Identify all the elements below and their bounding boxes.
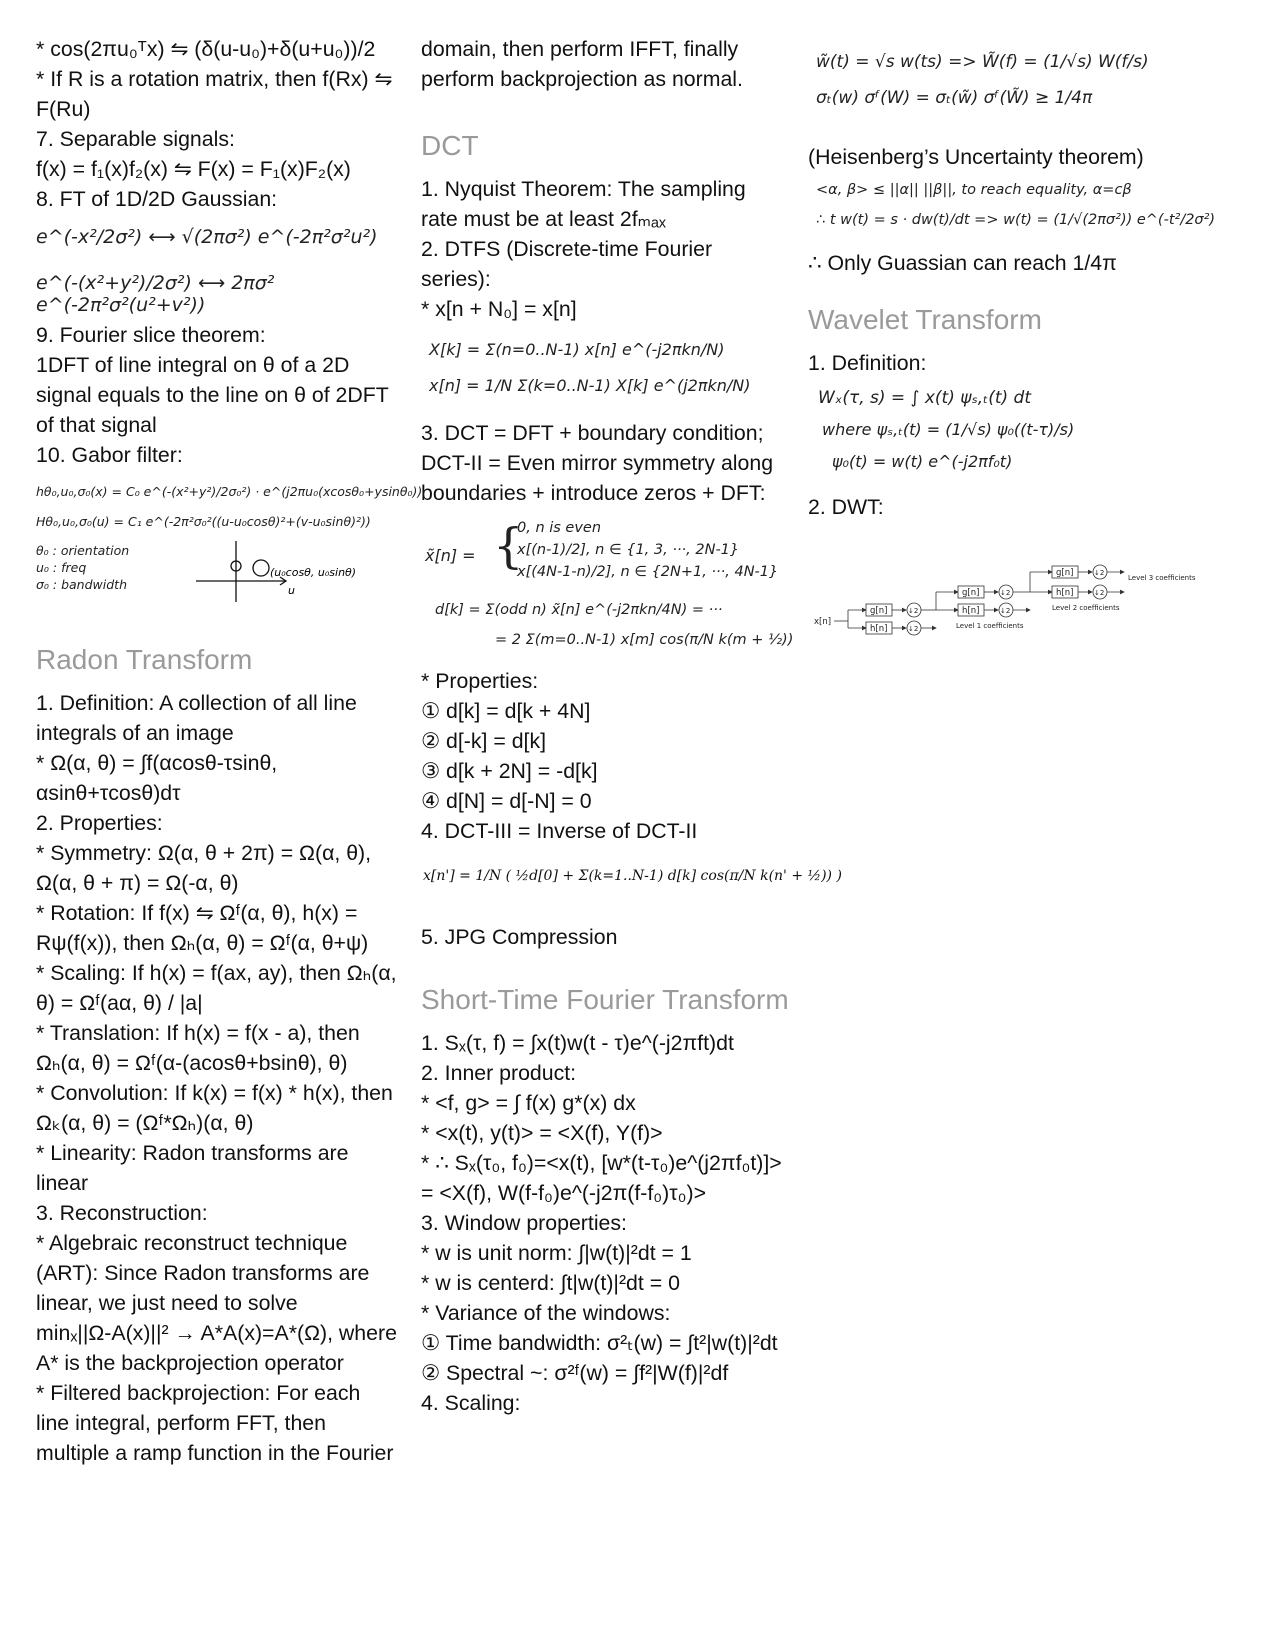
text-line: minₓ||Ω-A(x)||² → A*A(x)=A*(Ω), where — [36, 1321, 397, 1345]
column-middle — [421, 34, 842, 1418]
gaussian-ft-formulas — [36, 218, 416, 314]
text-line: Ω(α, θ + π) = Ω(-α, θ) — [36, 871, 239, 895]
text-line: 1DFT of line integral on θ of a 2D — [36, 353, 350, 377]
text-line: * <x(t), y(t)> = <X(f), Y(f)> — [421, 1121, 663, 1145]
dwt-h-label: h[n] — [1056, 588, 1074, 598]
text-line: ② Spectral ~: σ²ᶠ(w) = ∫f²|W(f)|²df — [421, 1361, 729, 1385]
text-line: ① Time bandwidth: σ²ₜ(w) = ∫t²|w(t)|²dt — [421, 1331, 778, 1355]
text-line: A* is the backprojection operator — [36, 1351, 344, 1375]
dwt-g-label: g[n] — [870, 606, 888, 616]
dct-sum-formula: d[k] = Σ(odd n) x̃[n] e^(-j2πkn/4N) = ··· — [435, 602, 723, 618]
text-line: linear — [36, 1171, 89, 1195]
text-line: * ∴ Sₓ(τ₀, f₀)=<x(t), [w*(t-τ₀)e^(j2πf₀t)]> — [421, 1151, 782, 1175]
dct-derivation — [421, 512, 796, 660]
dwt-down-label: ↓2 — [908, 607, 919, 615]
text-line: 2. DWT: — [808, 495, 884, 519]
text-line: DCT-II = Even mirror symmetry along — [421, 451, 774, 475]
dwt-down-label: ↓2 — [1094, 589, 1105, 597]
radon-heading: Radon Transform — [36, 644, 253, 675]
dwt-level1-label: Level 1 coefficients — [956, 622, 1024, 630]
dct-cos-formula: = 2 Σ(m=0..N-1) x[m] cos(π/N k(m + ½)) — [495, 632, 794, 648]
dtfs-forward-formula: X[k] = Σ(n=0..N-1) x[n] e^(-j2πkn/N) — [429, 340, 725, 359]
xtilde-label: x̃[n] = — [425, 546, 476, 565]
text-line: F(Ru) — [36, 97, 91, 121]
text-line: * <f, g> = ∫ f(x) g*(x) dx — [421, 1091, 636, 1115]
text-line: 5. JPG Compression — [421, 925, 618, 949]
text-line: multiple a ramp function in the Fourier — [36, 1441, 394, 1465]
text-line: domain, then perform IFFT, finally — [421, 37, 739, 61]
gaussian-solution-formula: ∴ t w(t) = s · dw(t)/dt => w(t) = (1/√(2πσ²)) e^(-t²/2σ²) — [816, 212, 1216, 228]
text-line: 9. Fourier slice theorem: — [36, 323, 266, 347]
text-line: (ART): Since Radon transforms are — [36, 1261, 370, 1285]
text-line: * w is unit norm: ∫|w(t)|²dt = 1 — [421, 1241, 692, 1265]
wavelet-heading: Wavelet Transform — [808, 304, 1042, 335]
dwt-down-label: ↓2 — [1000, 589, 1011, 597]
gabor-note: θ₀ : orientation — [36, 543, 130, 558]
text-line: ∴ Only Guassian can reach 1/4π — [808, 251, 1117, 275]
dwt-filter-bank-diagram — [808, 528, 1196, 646]
gaussian-1d-formula: e^(-x²/2σ²) ⟷ √(2πσ²) e^(-2π²σ²u²) — [36, 226, 378, 248]
dwt-g-label: g[n] — [962, 588, 980, 598]
text-line: 2. DTFS (Discrete-time Fourier — [421, 237, 713, 261]
text-line: * Algebraic reconstruct technique — [36, 1231, 348, 1255]
dwt-level3-label: Level 3 coefficients — [1128, 574, 1196, 582]
text-line: * Linearity: Radon transforms are — [36, 1141, 349, 1165]
text-line: * If R is a rotation matrix, then f(Rx) ⇋ — [36, 67, 393, 91]
cases-brace: { — [493, 518, 524, 574]
dwt-h-label: h[n] — [870, 624, 888, 634]
wavelet-basis-formula: where ψₛ,ₜ(t) = (1/√s) ψ₀((t-τ)/s) — [822, 420, 1075, 439]
mother-wavelet-formula: ψ₀(t) = w(t) e^(-j2πf₀t) — [832, 452, 1013, 471]
text-line: * Rotation: If f(x) ⇋ Ωᶠ(α, θ), h(x) = — [36, 901, 358, 925]
idct-formula: x[n'] = 1/N ( ½d[0] + Σ(k=1..N-1) d[k] cos(π/N k(n' + ½)) ) — [423, 868, 842, 884]
text-line: 7. Separable signals: — [36, 127, 235, 151]
dwt-down-label: ↓2 — [1000, 607, 1011, 615]
text-line: ② d[-k] = d[k] — [421, 729, 547, 753]
text-line: 1. Sₓ(τ, f) = ∫x(t)w(t - τ)e^(-j2πft)dt — [421, 1031, 734, 1055]
gabor-point-label: (u₀cosθ, u₀sinθ) — [270, 566, 357, 579]
scaling-formulas — [808, 38, 1248, 122]
gabor-filter-formulas — [36, 474, 423, 614]
text-line: rate must be at least 2fₘₐₓ — [421, 207, 666, 231]
stft-heading: Short-Time Fourier Transform — [421, 984, 789, 1015]
text-line: * Variance of the windows: — [421, 1301, 671, 1325]
dct-heading: DCT — [421, 130, 479, 161]
dwt-level2-label: Level 2 coefficients — [1052, 604, 1120, 612]
gabor-note: σ₀ : bandwidth — [36, 577, 127, 592]
text-line: series): — [421, 267, 491, 291]
cauchy-schwarz-formula: <α, β> ≤ ||α|| ||β||, to reach equality, α=cβ — [816, 182, 1132, 198]
text-line: ④ d[N] = d[-N] = 0 — [421, 789, 592, 813]
text-line: 3. Reconstruction: — [36, 1201, 208, 1225]
text-line: * cos(2πu₀ᵀx) ⇋ (δ(u-u₀)+δ(u+u₀))/2 — [36, 37, 376, 61]
text-line: 8. FT of 1D/2D Gaussian: — [36, 187, 278, 211]
text-line: Ωₕ(α, θ) = Ωᶠ(α-(acosθ+bsinθ), θ) — [36, 1051, 348, 1075]
dwt-h-label: h[n] — [962, 606, 980, 616]
text-line: boundaries + introduce zeros + DFT: — [421, 481, 766, 505]
scaling-formula: w̃(t) = √s w(ts) => W̃(f) = (1/√s) W(f/s) — [816, 52, 1149, 72]
dtfs-formulas — [421, 328, 796, 412]
dwt-down-label: ↓2 — [908, 625, 919, 633]
text-line: * Ω(α, θ) = ∫f(αcosθ-τsinθ, — [36, 751, 278, 775]
dwt-down-label: ↓2 — [1094, 569, 1105, 577]
wavelet-definition-formulas — [808, 382, 1248, 482]
dwt-input-label: x[n] — [814, 617, 832, 627]
text-line: 3. DCT = DFT + boundary condition; — [421, 421, 764, 445]
text-line: * Convolution: If k(x) = f(x) * h(x), then — [36, 1081, 393, 1105]
gabor-note: u₀ : freq — [36, 560, 87, 575]
gabor-spatial-formula: hθ₀,u₀,σ₀(x) = C₀ e^(-(x²+y²)/2σ₀²) · e^(j2πu₀(xcosθ₀+ysinθ₀)) — [36, 484, 423, 499]
text-line: linear, we just need to solve — [36, 1291, 298, 1315]
text-line: perform backprojection as normal. — [421, 67, 743, 91]
uncertainty-formula: σₜ(w) σᶠ(W) = σₜ(w̃) σᶠ(W̃) ≥ 1/4π — [816, 88, 1093, 108]
text-line: 2. Properties: — [36, 811, 163, 835]
text-line: = <X(f), W(f-f₀)e^(-j2π(f-f₀)τ₀)> — [421, 1181, 707, 1205]
dtfs-inverse-formula: x[n] = 1/N Σ(k=0..N-1) X[k] e^(j2πkn/N) — [429, 376, 751, 395]
xtilde-case: x[(4N-1-n)/2], n ∈ {2N+1, ···, 4N-1} — [517, 564, 779, 580]
gabor-frequency-formula: Hθ₀,u₀,σ₀(u) = C₁ e^(-2π²σ₀²((u-u₀cosθ)²+(v-u₀sinθ)²)) — [36, 514, 371, 529]
text-line: * Filtered backprojection: For each — [36, 1381, 361, 1405]
text-line: 1. Definition: A collection of all line — [36, 691, 357, 715]
text-line: of that signal — [36, 413, 157, 437]
text-line: 1. Nyquist Theorem: The sampling — [421, 177, 746, 201]
radon-section — [36, 688, 416, 1468]
text-line: 4. DCT-III = Inverse of DCT-II — [421, 819, 698, 843]
text-line: * w is centerd: ∫t|w(t)|²dt = 0 — [421, 1271, 680, 1295]
heisenberg-note: (Heisenberg’s Uncertainty theorem) — [808, 145, 1144, 169]
text-line: 4. Scaling: — [421, 1391, 521, 1415]
wavelet-transform-formula: Wₓ(τ, s) = ∫ x(t) ψₛ,ₜ(t) dt — [818, 388, 1031, 408]
text-line: * Properties: — [421, 669, 539, 693]
text-line: Ωₖ(α, θ) = (Ωᶠ*Ωₕ)(α, θ) — [36, 1111, 254, 1135]
stft-section — [421, 1028, 796, 1418]
xtilde-case: 0, n is even — [517, 520, 602, 536]
text-line: signal equals to the line on θ of 2DFT — [36, 383, 389, 407]
text-line: line integral, perform FFT, then — [36, 1411, 326, 1435]
cauchy-schwarz-notes — [808, 176, 1248, 242]
gabor-center-blob — [253, 560, 269, 576]
text-line: αsinθ+τcosθ)dτ — [36, 781, 181, 805]
gaussian-2d-formula: e^(-(x²+y²)/2σ²) ⟷ 2πσ² e^(-2π²σ²(u²+v²)) — [36, 272, 275, 316]
text-line: Rψ(f(x)), then Ωₕ(α, θ) = Ωᶠ(α, θ+ψ) — [36, 931, 369, 955]
column-right — [808, 34, 1248, 651]
gabor-notes — [36, 542, 156, 593]
dwt-g-label: g[n] — [1056, 568, 1074, 578]
text-line: * Scaling: If h(x) = f(ax, ay), then Ωₕ(α, — [36, 961, 397, 985]
text-line: 2. Inner product: — [421, 1061, 577, 1085]
text-line: * Translation: If h(x) = f(x - a), then — [36, 1021, 360, 1045]
column-left — [36, 34, 423, 1468]
text-line: 3. Window properties: — [421, 1211, 627, 1235]
gabor-axis-label: u — [288, 584, 295, 597]
text-line: integrals of an image — [36, 721, 234, 745]
text-line: ① d[k] = d[k + 4N] — [421, 699, 591, 723]
idct-formula-block — [421, 850, 842, 916]
gabor-frequency-sketch — [186, 536, 406, 606]
text-line: * Symmetry: Ω(α, θ + 2π) = Ω(α, θ), — [36, 841, 372, 865]
text-line: * x[n + N₀] = x[n] — [421, 297, 577, 321]
xtilde-case: x[(n-1)/2], n ∈ {1, 3, ···, 2N-1} — [517, 542, 740, 558]
text-line: f(x) = f₁(x)f₂(x) ⇋ F(x) = F₁(x)F₂(x) — [36, 157, 351, 181]
text-line: θ) = Ωᶠ(aα, θ) / |a| — [36, 991, 203, 1015]
text-line: 10. Gabor filter: — [36, 443, 183, 467]
text-line: ③ d[k + 2N] = -d[k] — [421, 759, 598, 783]
text-line: 1. Definition: — [808, 351, 927, 375]
